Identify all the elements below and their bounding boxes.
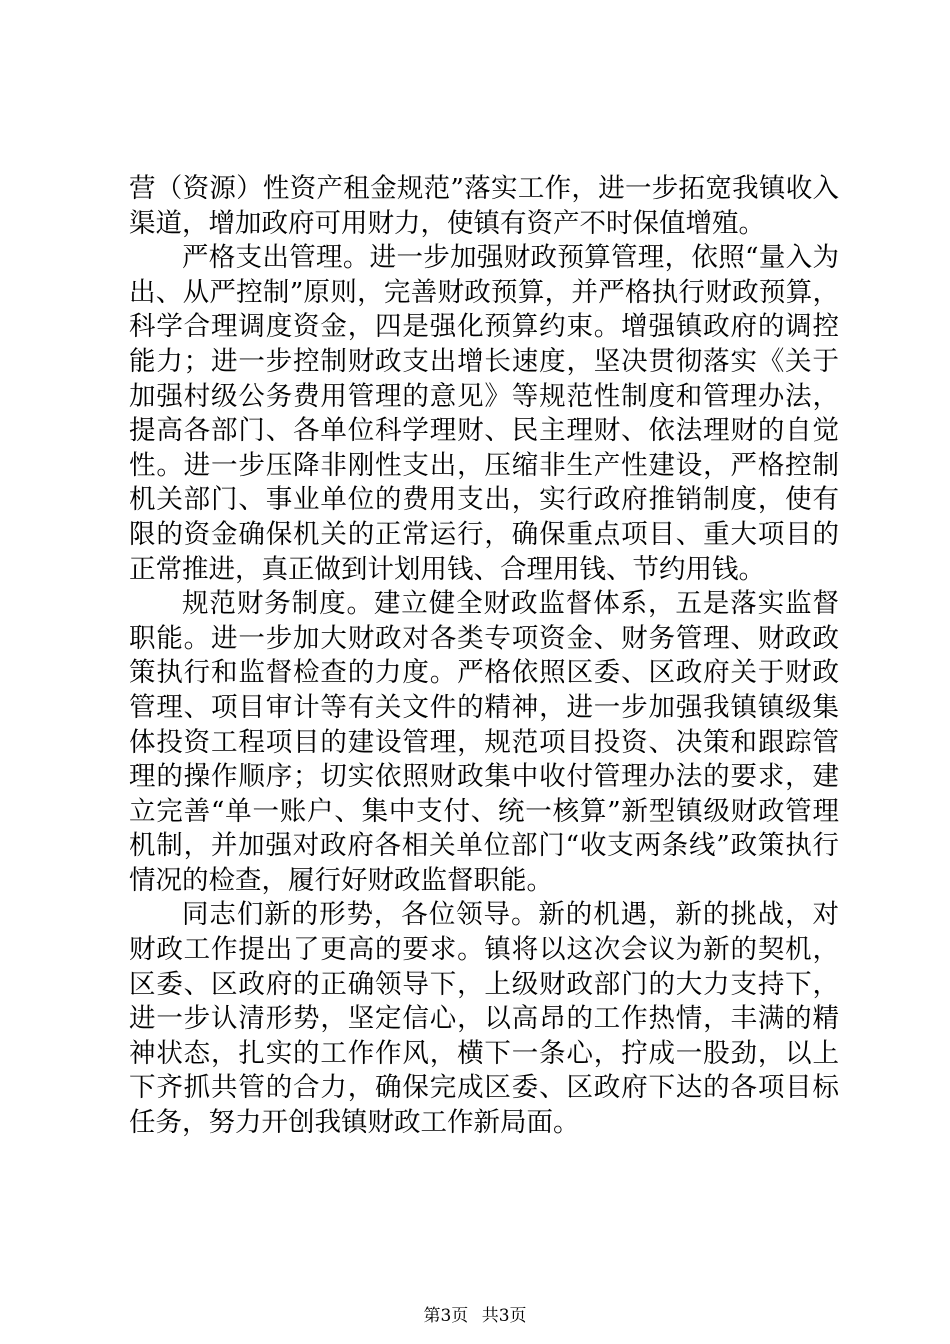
- page-footer: [0, 1305, 950, 1327]
- paragraph-financial-regulation: 规范财务制度。建立健全财政监督体系，五是落实监督职能。进一步加大财政对各类专项资金、财务管理、财政政策执行和监督检查的力度。严格依照区委、区政府关于财政管理、项目审计等有关文件的精神，进一步加强我镇镇级集体投资工程项目的建设管理，规范项目投资、决策和跟踪管理的操作顺序；切实依照财政集中收付管理办法的要求，建立完善“单一账户、集中支付、统一核算”新型镇级财政管理机制，并加强对政府各相关单位部门“收支两条线”政策执行情况的检查，履行好财政监督职能。: [129, 588, 839, 896]
- paragraph-closing-remarks: 同志们新的形势，各位领导。新的机遇，新的挑战，对财政工作提出了更高的要求。镇将以这次会议为新的契机，区委、区政府的正确领导下，上级财政部门的大力支持下，进一步认清形势，坚定信心，以高昂的工作热情，丰满的精神状态，扎实的工作作风，横下一条心，拧成一股劲，以上下齐抓共管的合力，确保完成区委、区政府下达的各项目标任务，努力开创我镇财政工作新局面。: [129, 899, 839, 1139]
- paragraph-revenue-continuation: 营（资源）性资产租金规范”落实工作，进一步拓宽我镇收入渠道，增加政府可用财力，使镇有资产不时保值增殖。: [129, 173, 839, 239]
- page-total: 共3页: [481, 1306, 527, 1326]
- paragraph-expenditure-management: 严格支出管理。进一步加强财政预算管理，依照“量入为出、从严控制”原则，完善财政预算，并严格执行财政预算，科学合理调度资金，四是强化预算约束。增强镇政府的调控能力；进一步控制财政支出增长速度，坚决贯彻落实《关于加强村级公务费用管理的意见》等规范性制度和管理办法，提高各部门、各单位科学理财、民主理财、依法理财的自觉性。进一步压降非刚性支出，压缩非生产性建设，严格控制机关部门、事业单位的费用支出，实行政府推销制度，使有限的资金确保机关的正常运行，确保重点项目、重大项目的正常推进，真正做到计划用钱、合理用钱、节约用钱。: [129, 242, 839, 585]
- page-number: 第3页: [423, 1306, 469, 1326]
- document-body: [129, 172, 839, 1141]
